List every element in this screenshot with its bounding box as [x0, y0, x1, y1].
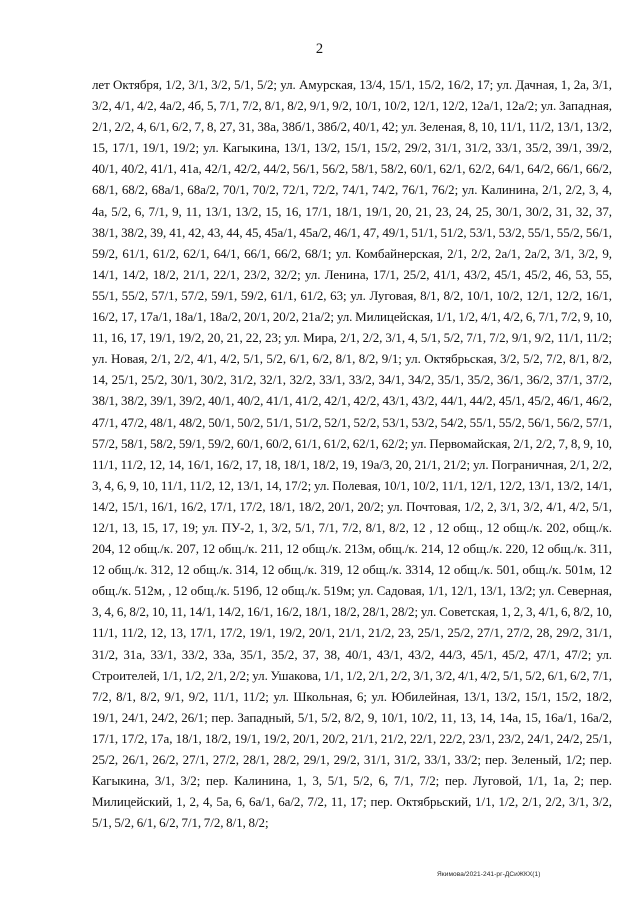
page-number: 2: [315, 41, 324, 57]
address-list-paragraph: лет Октября, 1/2, 3/1, 3/2, 5/1, 5/2; ул. Амурская, 13/4, 15/1, 15/2, 16/2, 17; ул. Дачная, 1, 2а, 3/1, 3/2, 4/1, 4/2, 4а/2, 4б, 5, 7/1, 7/2, 8/1, 8/2, 9/1, 9/2, 10/1, 10/2, 12/1, 12/2, 12а/1, 12а/2; ул. Западная, 2/1, 2/2, 4, 6/1, 6/2, 7, 8, 27, 31, 38а, 38б/1, 38б/2, 40/1, 42; ул. Зеленая, 8, 10, 11/1, 11/2, 13/1, 13/2, 15, 17/1, 19/1, 19/2; ул. Кагыкина, 13/1, 13/2, 15/1, 15/2, 29/2, 31/1, 31/2, 33/1, 35/2, 39/1, 39/2, 40/1, 40/2, 41/1, 41а, 42/1, 42/2, 44/2, 56/1, 56/2, 58/1, 58/2, 60/1, 62/1, 62/2, 64/1, 64/2, 66/1, 66/2, 68/1, 68/2, 68а/1, 68а/2, 70/1, 70/2, 72/1, 72/2, 74/1, 74/2, 76/1, 76/2; ул. Калинина, 2/1, 2/2, 3, 4, 4а, 5/2, 6, 7/1, 9, 11, 13/1, 13/2, 15, 16, 17/1, 18/1, 19/1, 20, 21, 23, 24, 25, 30/1, 30/2, 31, 32, 37, 38/1, 38/2, 39, 41, 42, 43, 44, 45, 45а/1, 45а/2, 46/1, 47, 49/1, 51/1, 51/2, 53/1, 53/2, 55/1, 55/2, 56/1, 59/2, 61/1, 61/2, 62/1, 64/1, 66/1, 66/2, 68/1; ул. Комбайнерская, 2/1, 2/2, 2а/1, 2а/2, 3/1, 3/2, 9, 14/1, 14/2, 18/2, 21/1, 22/1, 23/2, 32/2; ул. Ленина, 17/1, 25/2, 41/1, 43/2, 45/1, 45/2, 46, 53, 55, 55/1, 55/2, 57/1, 57/2, 59/1, 59/2, 61/1, 61/2, 63; ул. Луговая, 8/1, 8/2, 10/1, 10/2, 12/1, 12/2, 16/1, 16/2, 17, 17а/1, 18а/1, 18а/2, 20/1, 20/2, 21а/2; ул. Милицейская, 1/1, 1/2, 4/1, 4/2, 6, 7/1, 7/2, 9, 10, 11, 16, 17, 19/1, 19/2, 20, 21, 22, 23; ул. Мира, 2/1, 2/2, 3/1, 4, 5/1, 5/2, 7/1, 7/2, 9/1, 9/2, 11/1, 11/2; ул. Новая, 2/1, 2/2, 4/1, 4/2, 5/1, 5/2, 6/1, 6/2, 8/1, 8/2, 9/1; ул. Октябрьская, 3/2, 5/2, 7/2, 8/1, 8/2, 14, 25/1, 25/2, 30/1, 30/2, 31/2, 32/1, 32/2, 33/1, 33/2, 34/1, 34/2, 35/1, 35/2, 36/1, 36/2, 37/1, 37/2, 38/1, 38/2, 39/1, 39/2, 40/1, 40/2, 41/1, 41/2, 42/1, 42/2, 43/1, 43/2, 44/1, 44/2, 45/1, 45/2, 46/1, 46/2, 47/1, 47/2, 48/1, 48/2, 50/1, 50/2, 51/1, 51/2, 52/1, 52/2, 53/1, 53/2, 54/2, 55/1, 55/2, 56/1, 56/2, 57/1, 57/2, 58/1, 58/2, 59/1, 59/2, 60/1, 60/2, 61/1, 61/2, 62/1, 62/2; ул. Первомайская, 2/1, 2/2, 7, 8, 9, 10, 11/1, 11/2, 12, 14, 16/1, 16/2, 17, 18, 18/1, 18/2, 19, 19а/3, 20, 21/1, 21/2; ул. Пограничная, 2/1, 2/2, 3, 4, 6, 9, 10, 11/1, 11/2, 12, 13/1, 14, 17/2; ул. Полевая, 10/1, 10/2, 11/1, 12/1, 12/2, 13/1, 13/2, 14/1, 14/2, 15/1, 16/1, 16/2, 17/1, 17/2, 18/1, 18/2, 20/1, 20/2; ул. Почтовая, 1/2, 2, 3/1, 3/2, 4/1, 4/2, 5/1, 12/1, 13, 15, 17, 19; ул. ПУ-2, 1, 3/2, 5/1, 7/1, 7/2, 8/1, 8/2, 12 , 12 общ., 12 общ./к. 202, общ./к. 204, 12 общ./к. 207, 12 общ./к. 211, 12 общ./к. 213м, общ./к. 214, 12 общ./к. 220, 12 общ./к. 311, 12 общ./к. 312, 12 общ./к. 314, 12 общ./к. 319, 12 общ./к. 3314, 12 общ./к. 501, общ./к. 501м, 12 общ./к. 512м, , 12 общ./к. 519б, 12 общ./к. 519м; ул. Садовая, 1/1, 12/1, 13/1, 13/2; ул. Северная, 3, 4, 6, 8/2, 10, 11, 14/1, 14/2, 16/1, 16/2, 18/1, 18/2, 28/1, 28/2; ул. Советская, 1, 2, 3, 4/1, 6, 8/2, 10, 11/1, 11/2, 12, 13, 17/1, 17/2, 19/1, 19/2, 20/1, 21/1, 21/2, 23, 25/1, 25/2, 27/1, 27/2, 28, 29/2, 31/1, 31/2, 31а, 33/1, 33/2, 33а, 35/1, 35/2, 37, 38, 40/1, 43/1, 43/2, 44/3, 45/1, 45/2, 47/1, 47/2; ул. Строителей, 1/1, 1/2, 2/1, 2/2; ул. Ушакова, 1/1, 1/2, 2/1, 2/2, 3/1, 3/2, 4/1, 4/2, 5/1, 5/2, 6/1, 6/2, 7/1, 7/2, 8/1, 8/2, 9/1, 9/2, 11/1, 11/2; ул. Школьная, 6; ул. Юбилейная, 13/1, 13/2, 15/1, 15/2, 18/2, 19/1, 24/1, 24/2, 26/1; пер. Западный, 5/1, 5/2, 8/2, 9, 10/1, 10/2, 11, 13, 14, 14а, 15, 16а/1, 16а/2, 17/1, 17/2, 17а, 18/1, 18/2, 19/1, 19/2, 20/1, 20/2, 21/1, 21/2, 22/1, 22/2, 23/1, 23/2, 24/1, 24/2, 25/1, 25/2, 26/1, 26/2, 27/1, 27/2, 28/1, 28/2, 29/1, 29/2, 31/1, 31/2, 33/1, 33/2; пер. Зеленый, 1/2; пер. Кагыкина, 3/1, 3/2; пер. Калинина, 1, 3, 5/1, 5/2, 6, 7/1, 7/2; пер. Луговой, 1/1, 1а, 2; пер. Милицейский, 1, 2, 4, 5а, 6, 6а/1, 6а/2, 7/2, 11, 17; пер. Октябрьский, 1/1, 1/2, 2/1, 2/2, 3/1, 3/2, 5/1, 5/2, 6/1, 6/2, 7/1, 7/2, 8/1, 8/2;: [92, 77, 612, 831]
document-reference-footer: Якимова/2021-241-рг-ДСиЖКХ(1): [437, 871, 541, 878]
